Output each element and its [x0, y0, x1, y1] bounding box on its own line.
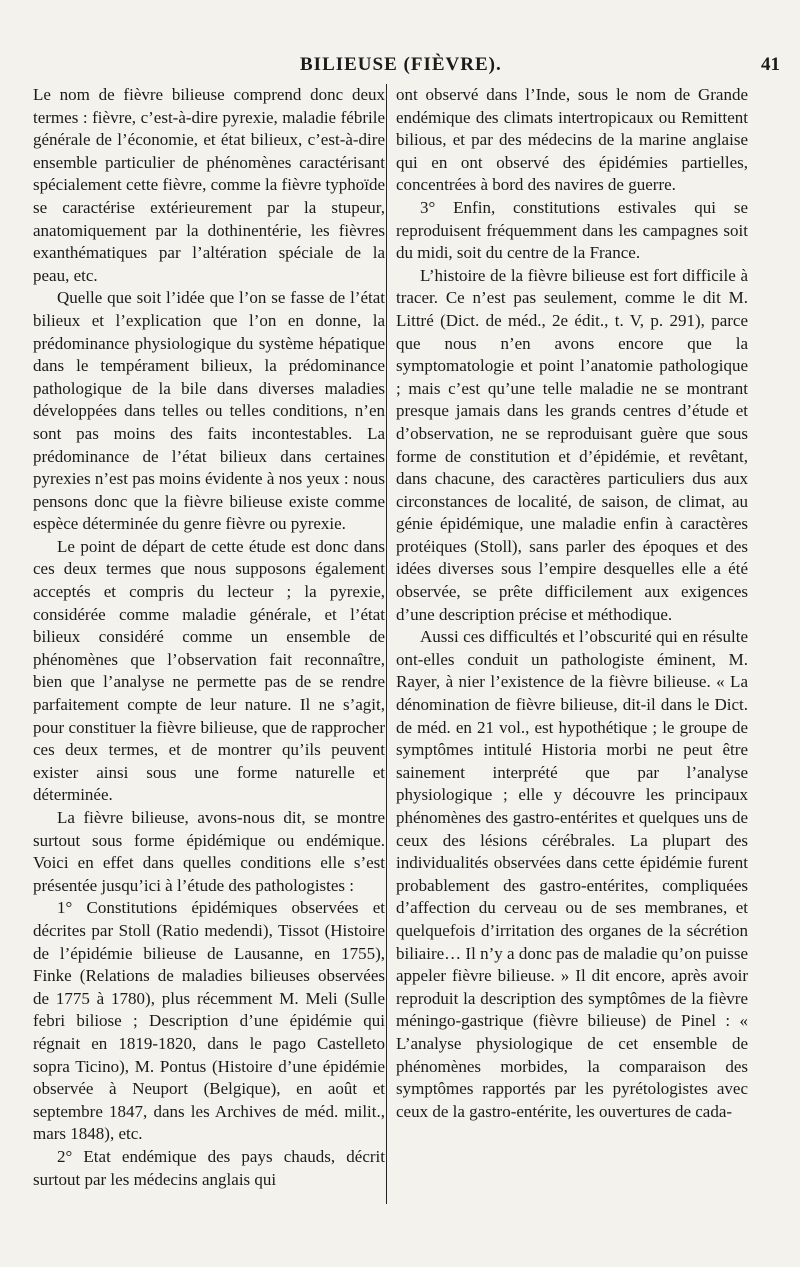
right-column — [396, 84, 748, 1219]
paragraph: 1° Constitutions épidémiques observées et décrites par Stoll (Ratio medendi), Tissot (Histoire de l’épidémie bilieuse de Lausanne, en 1755), Finke (Relations de maladies bilieuses observées de 1775 à 1780), plus récemment M. Meli (Sulle febri biliose ; Description d’une épidémie qui régnait en 1819-1820, dans le pago Castelleto sopra Ticino), M. Pontus (Histoire d’une épidémie observée à Neuport (Belgique), en août et septembre 1847, dans les Archives de méd. milit., mars 1848), etc. — [33, 898, 385, 1144]
page-number: 41 — [761, 54, 780, 75]
left-column — [33, 84, 385, 1219]
column-divider — [386, 84, 387, 1204]
paragraph: 3° Enfin, constitutions estivales qui se reproduisent fréquemment dans les campagnes soit du midi, soit du centre de la France. — [396, 197, 748, 263]
paragraph: ont observé dans l’Inde, sous le nom de Grande endémique des climats intertropicaux ou Remittent bilious, et par des médecins de la marine anglaise qui en ont observé des épidémies partielles, concentrées à bord des navires de guerre. — [396, 85, 748, 195]
paragraph: Quelle que soit l’idée que l’on se fasse de l’état bilieux et l’explication que l’on en donne, la prédominance physiologique du système hépatique dans le tempérament bilieux, la prédominance pathologique de la bile dans diverses maladies développées dans telles ou telles conditions, n’en sont pas moins des faits incontestables. La prédominance de l’état bilieux dans certaines pyrexies n’est pas moins évidente à nos yeux : nous pensons donc que la fièvre bilieuse existe comme espèce déterminée du genre fièvre ou pyrexie. — [33, 288, 385, 534]
paragraph: 2° Etat endémique des pays chauds, décrit surtout par les médecins anglais qui — [33, 1146, 385, 1189]
paragraph: L’histoire de la fièvre bilieuse est fort difficile à tracer. Ce n’est pas seulement, comme le dit M. Littré (Dict. de méd., 2e édit., t. V, p. 291), parce que nous n’en avons encore que la symptomatologie et point l’anatomie pathologique ; mais c’est qu’une telle maladie ne se montrant presque jamais dans les grands centres d’étude et d’observation, ne se reproduisant guère que sous forme de constitution et d’épidémie, et revêtant, dans chacune, des caractères particuliers dus aux circonstances de localité, de saison, de climat, au génie épidémique, une maladie enfin à caractères protéiques (Stoll), sans parler des époques et des idées diverses sous l’empire desquelles elle a été observée, se prête difficilement aux exigences d’une description précise et méthodique. — [396, 265, 748, 624]
paragraph: La fièvre bilieuse, avons-nous dit, se montre surtout sous forme épidémique ou endémique. Voici en effet dans quelles conditions elle s’est présentée jusqu’ici à l’étude des pathologistes : — [33, 808, 385, 895]
paragraph: Aussi ces difficultés et l’obscurité qui en résulte ont-elles conduit un pathologiste éminent, M. Rayer, à nier l’existence de la fièvre bilieuse. « La dénomination de fièvre bilieuse, dit-il dans le Dict. de méd. en 21 vol., est hypothétique ; le groupe de symptômes intitulé Historia morbi ne peut être sainement interprété que par l’analyse physiologique ; elle y découvre les principaux phénomènes des gastro-entérites et quelques uns de ceux des lésions cérébrales. La plupart des individualités observées dans cette épidémie furent probablement des gastro-entérites, compliquées d’affection du cerveau ou de ses membranes, et quelquefois d’irritation des organes de la sécrétion biliaire… Il n’y a donc pas de maladie qu’on puisse appeler fièvre bilieuse. » Il dit encore, après avoir reproduit la description des symptômes de la fièvre méningo-gastrique (fièvre bilieuse) de Pinel : « L’analyse physiologique de cet ensemble de phénomènes morbides, la comparaison des symptômes rapportés par les pyrétologistes avec ceux de la gastro-entérite, les ouvertures de cada- — [396, 627, 748, 1121]
paragraph: Le point de départ de cette étude est donc dans ces deux termes que nous supposons également acceptés et compris du lecteur ; la pyrexie, considérée comme maladie générale, et l’état bilieux considéré comme un ensemble de phénomènes que l’observation fait reconnaître, bien que l’analyse ne permette pas de se rendre parfaitement compte de leur nature. Il ne s’agit, pour constituer la fièvre bilieuse, que de rapprocher ces deux termes, et de montrer qu’ils peuvent exister ainsi sous une forme naturelle et déterminée. — [33, 536, 385, 805]
paragraph: Le nom de fièvre bilieuse comprend donc deux termes : fièvre, c’est-à-dire pyrexie, maladie fébrile générale de l’économie, et état bilieux, c’est-à-dire ensemble particulier de phénomènes caractérisant spécialement cette fièvre, comme la fièvre typhoïde se caractérise extérieurement par la stupeur, anatomiquement par la dothinentérie, les fièvres exanthématiques par l’altération spéciale de la peau, etc. — [33, 85, 385, 285]
running-header — [300, 54, 780, 84]
running-title: BILIEUSE (FIÈVRE). — [300, 54, 502, 75]
